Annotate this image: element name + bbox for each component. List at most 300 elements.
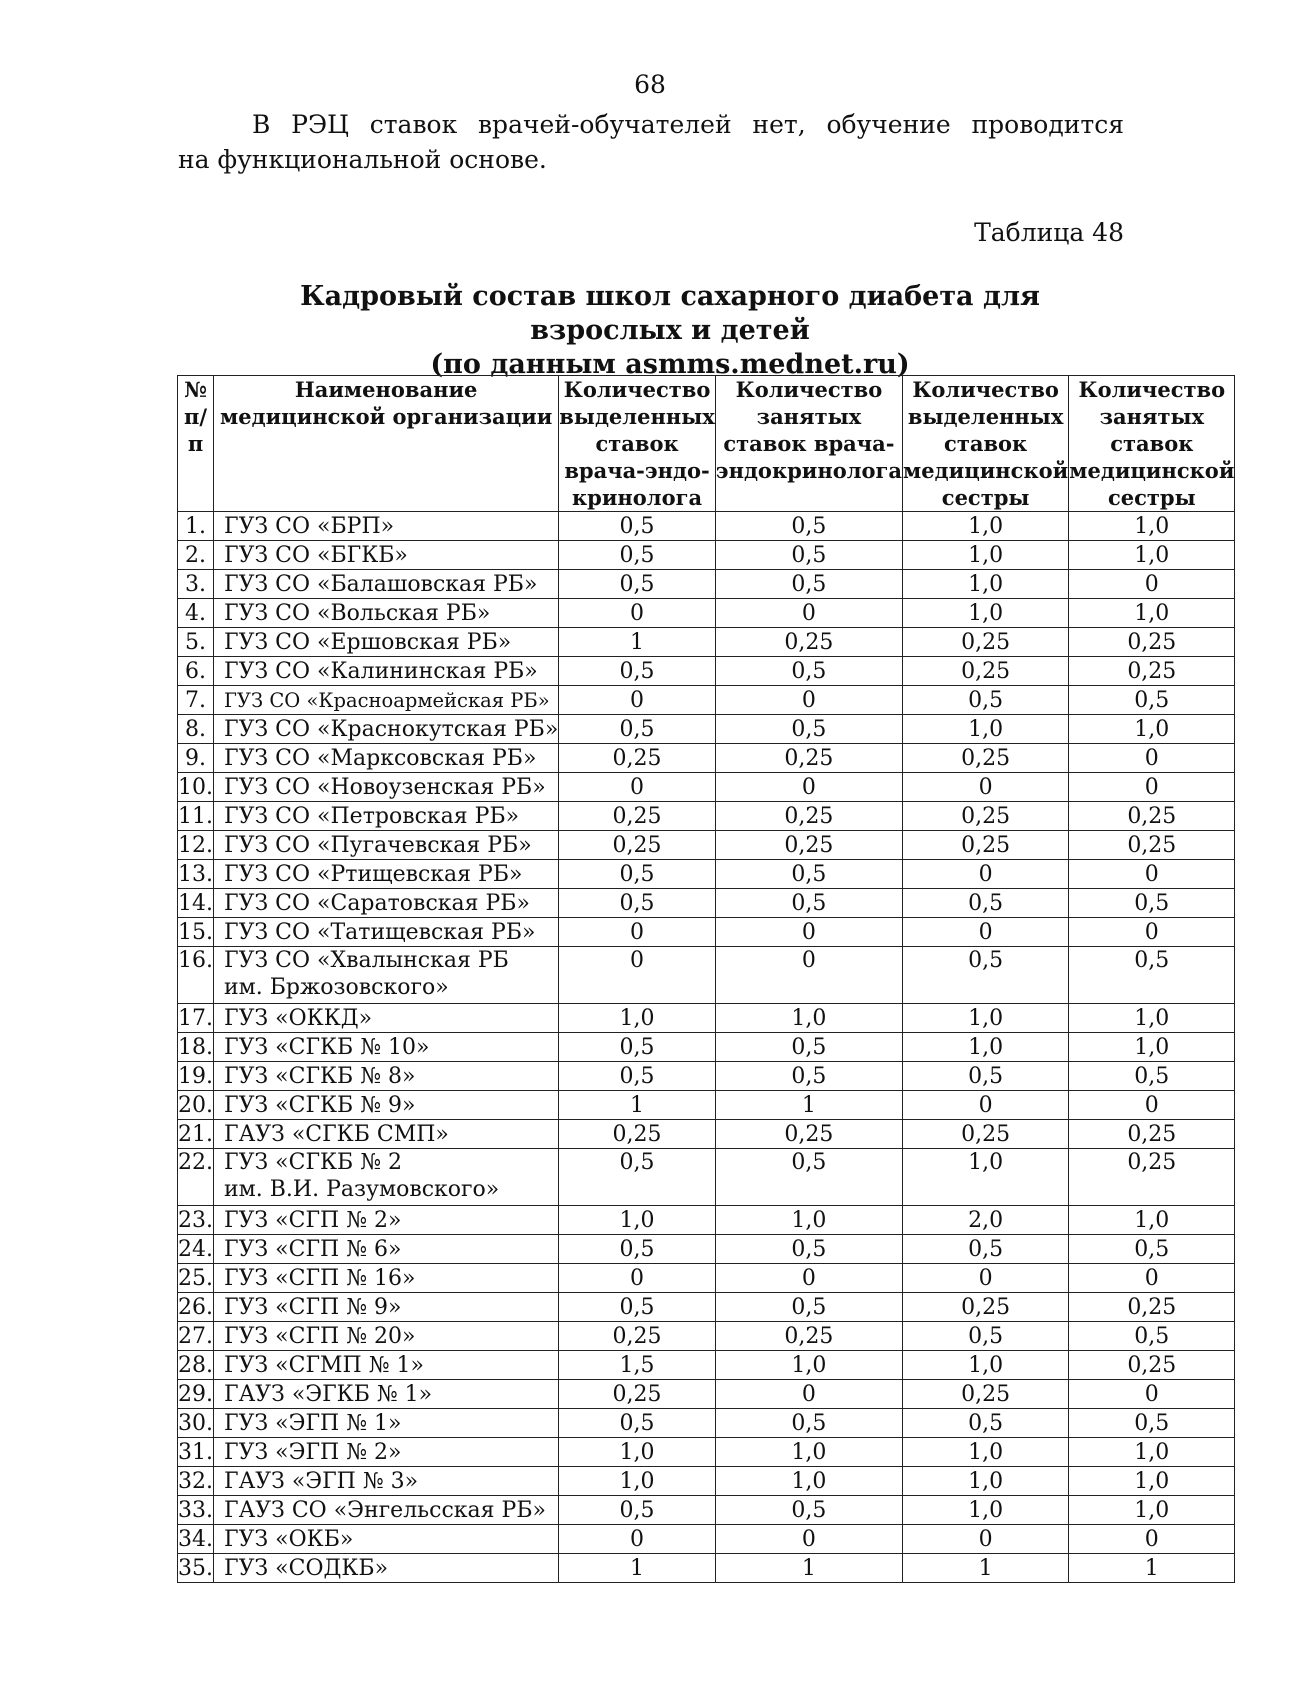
organization-name [214, 1206, 559, 1235]
value-cell: 1,0 [1069, 1496, 1235, 1525]
value-cell: 0,25 [1069, 1120, 1235, 1149]
value-cell: 1,0 [559, 1004, 715, 1033]
organization-name [214, 1322, 559, 1351]
organization-name-line: ГУЗ «СГКБ № 9» [224, 1092, 416, 1118]
value-cell: 0,5 [1069, 1322, 1235, 1351]
organization-name-line: ГУЗ «СГКБ № 10» [224, 1034, 430, 1060]
row-number: 25. [178, 1265, 213, 1291]
header-line: врача-эндо- [564, 458, 710, 483]
value-cell: 1,0 [1069, 1033, 1235, 1062]
organization-name [214, 715, 559, 744]
value-cell: 1,0 [903, 1467, 1069, 1496]
value-cell: 1,0 [715, 1438, 902, 1467]
table-row [178, 1467, 1235, 1496]
organization-name-line: ГУЗ «СГП № 16» [224, 1265, 416, 1291]
header-cell [559, 376, 715, 512]
value-cell: 0,5 [715, 1293, 902, 1322]
organization-name-line: ГУЗ «СГП № 2» [224, 1207, 402, 1233]
value-cell: 0,5 [559, 1033, 715, 1062]
table-row [178, 686, 1235, 715]
value-cell: 0,25 [1069, 1293, 1235, 1322]
paragraph-word: нет, [752, 110, 806, 139]
organization-name-line: ГУЗ «СГМП № 1» [224, 1352, 424, 1378]
paragraph-word: обучение [826, 110, 951, 139]
row-number: 5. [178, 628, 214, 657]
row-number: 24. [178, 1236, 213, 1262]
organization-name [214, 628, 559, 657]
value-cell: 0 [559, 1264, 715, 1293]
organization-name-line: ГУЗ СО «Ершовская РБ» [224, 629, 512, 655]
table-row [178, 1235, 1235, 1264]
organization-name-line: ГУЗ «ЭГП № 1» [224, 1410, 402, 1436]
value-cell: 1,0 [1069, 1004, 1235, 1033]
value-cell: 0 [559, 686, 715, 715]
organization-name-line: ГУЗ СО «Пугачевская РБ» [224, 832, 532, 858]
row-number: 29. [178, 1381, 213, 1407]
value-cell: 0,25 [715, 744, 902, 773]
value-cell: 0,25 [903, 1293, 1069, 1322]
organization-name [214, 1004, 559, 1033]
row-number: 33. [178, 1497, 213, 1523]
header-line: ставок [944, 431, 1028, 456]
table-row [178, 657, 1235, 686]
staff-table [177, 375, 1235, 1583]
value-cell: 1,0 [1069, 1467, 1235, 1496]
value-cell: 0,5 [715, 541, 902, 570]
value-cell: 0,25 [1069, 1149, 1235, 1206]
value-cell: 0,5 [559, 860, 715, 889]
table-title [235, 280, 1105, 382]
value-cell: 0,5 [1069, 1062, 1235, 1091]
value-cell: 0,25 [559, 744, 715, 773]
organization-name-line: ГУЗ «СГКБ № 8» [224, 1063, 416, 1089]
header-line: Количество [563, 377, 711, 402]
table-row [178, 1120, 1235, 1149]
row-number: 7. [178, 686, 214, 715]
value-cell: 1,0 [1069, 512, 1235, 541]
value-cell: 0 [1069, 744, 1235, 773]
organization-name-line: ГУЗ СО «Новоузенская РБ» [224, 774, 546, 800]
row-number: 32. [178, 1468, 213, 1494]
row-number: 11. [178, 803, 213, 829]
value-cell: 1,0 [903, 541, 1069, 570]
organization-name [214, 744, 559, 773]
table-row [178, 1409, 1235, 1438]
organization-name-line: ГУЗ «ОККД» [224, 1005, 373, 1031]
table-title-line-2: (по данным asmms.mednet.ru) [430, 349, 910, 380]
value-cell: 2,0 [903, 1206, 1069, 1235]
value-cell: 0 [903, 1264, 1069, 1293]
value-cell: 0,5 [559, 1235, 715, 1264]
value-cell: 0,25 [903, 1380, 1069, 1409]
header-line: Количество [1078, 377, 1226, 402]
header-cell [1069, 376, 1235, 512]
value-cell: 0,5 [559, 1149, 715, 1206]
header-line: выделенных [559, 404, 715, 429]
table-row [178, 773, 1235, 802]
organization-name-line: ГУЗ «СГП № 9» [224, 1294, 402, 1320]
header-cell [214, 376, 559, 512]
table-row [178, 1149, 1235, 1206]
value-cell: 1,0 [715, 1206, 902, 1235]
value-cell: 1,0 [1069, 599, 1235, 628]
value-cell: 0,5 [715, 1149, 902, 1206]
header-cell [178, 376, 214, 512]
organization-name-line: ГУЗ СО «Красноармейская РБ» [224, 688, 550, 712]
organization-name-line: ГАУЗ СО «Энгельсская РБ» [224, 1497, 546, 1523]
organization-name-line: ГУЗ «СГП № 20» [224, 1323, 416, 1349]
value-cell: 0 [715, 686, 902, 715]
paragraph-word: ставок [369, 110, 458, 139]
organization-name-line: ГУЗ СО «Калининская РБ» [224, 658, 538, 684]
value-cell: 0,5 [903, 1235, 1069, 1264]
value-cell: 0,5 [559, 512, 715, 541]
value-cell: 0 [715, 773, 902, 802]
value-cell: 0,25 [903, 1120, 1069, 1149]
value-cell: 0 [903, 860, 1069, 889]
organization-name [214, 1235, 559, 1264]
row-number: 35. [178, 1555, 213, 1581]
row-number: 18. [178, 1034, 213, 1060]
value-cell: 0,25 [559, 802, 715, 831]
value-cell: 0,5 [715, 860, 902, 889]
organization-name [214, 1264, 559, 1293]
value-cell: 0 [715, 1380, 902, 1409]
paragraph-line-1 [178, 107, 1124, 142]
value-cell: 0,25 [903, 744, 1069, 773]
organization-name-line: ГУЗ СО «Саратовская РБ» [224, 890, 530, 916]
value-cell: 0 [559, 918, 715, 947]
row-number: 22. [178, 1149, 214, 1206]
organization-name [214, 1409, 559, 1438]
value-cell: 0,5 [715, 570, 902, 599]
value-cell: 0,5 [715, 1062, 902, 1091]
value-cell: 1,0 [559, 1206, 715, 1235]
organization-name-line: ГУЗ СО «Марксовская РБ» [224, 745, 537, 771]
row-number: 12. [178, 832, 213, 858]
table-row [178, 1062, 1235, 1091]
value-cell: 1,0 [559, 1438, 715, 1467]
value-cell: 0,25 [1069, 831, 1235, 860]
table-row [178, 541, 1235, 570]
value-cell: 0 [1069, 860, 1235, 889]
value-cell: 0,5 [559, 1062, 715, 1091]
value-cell: 1 [1069, 1554, 1235, 1583]
value-cell: 0 [715, 947, 902, 1004]
value-cell: 0 [1069, 918, 1235, 947]
value-cell: 0 [903, 1091, 1069, 1120]
value-cell: 1,5 [559, 1351, 715, 1380]
header-line: п/п [183, 404, 208, 456]
value-cell: 0,5 [559, 889, 715, 918]
organization-name [214, 918, 559, 947]
value-cell: 1,0 [903, 1149, 1069, 1206]
header-line: ставок [1110, 431, 1194, 456]
value-cell: 1,0 [715, 1351, 902, 1380]
value-cell: 1 [715, 1554, 902, 1583]
organization-name-line: ГУЗ СО «БГКБ» [224, 542, 408, 568]
row-number: 23. [178, 1207, 213, 1233]
value-cell: 1,0 [1069, 1438, 1235, 1467]
organization-name [214, 802, 559, 831]
value-cell: 1,0 [903, 1496, 1069, 1525]
organization-name [214, 1091, 559, 1120]
organization-name-line: ГУЗ СО «Татищевская РБ» [224, 919, 536, 945]
value-cell: 0,5 [559, 541, 715, 570]
header-cell [903, 376, 1069, 512]
value-cell: 1,0 [1069, 541, 1235, 570]
table-body [178, 512, 1235, 1583]
value-cell: 0,25 [559, 1120, 715, 1149]
organization-name-line: ГУЗ «СОДКБ» [224, 1555, 389, 1581]
header-line: кринолога [571, 485, 703, 510]
row-number: 27. [178, 1323, 213, 1349]
organization-name-line: ГУЗ СО «Вольская РБ» [224, 600, 491, 626]
row-number: 1. [178, 512, 214, 541]
organization-name [214, 599, 559, 628]
value-cell: 1,0 [1069, 1206, 1235, 1235]
value-cell: 0 [559, 599, 715, 628]
value-cell: 0,25 [1069, 1351, 1235, 1380]
value-cell: 1 [559, 1554, 715, 1583]
table-row [178, 570, 1235, 599]
row-number: 2. [178, 541, 214, 570]
value-cell: 0,5 [715, 1235, 902, 1264]
value-cell: 0,5 [559, 570, 715, 599]
table-row [178, 715, 1235, 744]
header-line: медицинской [903, 458, 1069, 483]
row-number: 8. [178, 715, 214, 744]
value-cell: 0 [715, 1525, 902, 1554]
organization-name [214, 1380, 559, 1409]
header-line: сестры [1107, 485, 1196, 510]
header-line: медицинской организации [220, 404, 553, 429]
value-cell: 1,0 [1069, 715, 1235, 744]
value-cell: 0 [903, 918, 1069, 947]
organization-name [214, 860, 559, 889]
value-cell: 0,25 [903, 628, 1069, 657]
row-number: 20. [178, 1092, 213, 1118]
value-cell: 0,5 [903, 889, 1069, 918]
table-row [178, 802, 1235, 831]
intro-paragraph [178, 107, 1124, 177]
value-cell: 0,5 [559, 1496, 715, 1525]
value-cell: 0,25 [559, 1322, 715, 1351]
organization-name [214, 1293, 559, 1322]
value-cell: 0,5 [1069, 1235, 1235, 1264]
value-cell: 0 [1069, 570, 1235, 599]
row-number: 4. [178, 599, 214, 628]
value-cell: 0,5 [903, 947, 1069, 1004]
value-cell: 1 [559, 1091, 715, 1120]
table-row [178, 918, 1235, 947]
header-cell [715, 376, 902, 512]
value-cell: 0,25 [903, 802, 1069, 831]
row-number: 15. [178, 919, 213, 945]
header-line: № [184, 377, 207, 402]
header-line: эндокринолога [715, 458, 903, 483]
value-cell: 0,25 [559, 831, 715, 860]
organization-name [214, 773, 559, 802]
organization-name [214, 657, 559, 686]
header-line: медицинской [1069, 458, 1235, 483]
value-cell: 0,5 [903, 1409, 1069, 1438]
table-row [178, 1293, 1235, 1322]
header-line: Наименование [294, 377, 478, 402]
value-cell: 1,0 [715, 1004, 902, 1033]
value-cell: 1,0 [903, 599, 1069, 628]
value-cell: 0,25 [559, 1380, 715, 1409]
organization-name [214, 1033, 559, 1062]
row-number: 28. [178, 1352, 213, 1378]
value-cell: 0 [1069, 773, 1235, 802]
organization-name-line: ГУЗ СО «Краснокутская РБ» [224, 716, 559, 742]
value-cell: 0 [903, 1525, 1069, 1554]
table-row [178, 1438, 1235, 1467]
value-cell: 0,5 [559, 657, 715, 686]
paragraph-word: РЭЦ [291, 110, 349, 139]
value-cell: 0 [1069, 1525, 1235, 1554]
table-header-row [178, 376, 1235, 512]
organization-name-line: им. В.И. Разумовского» [224, 1177, 500, 1202]
value-cell: 0,5 [903, 686, 1069, 715]
table-row [178, 1496, 1235, 1525]
value-cell: 1,0 [903, 715, 1069, 744]
value-cell: 0,25 [1069, 802, 1235, 831]
value-cell: 0,5 [903, 1062, 1069, 1091]
organization-name [214, 1120, 559, 1149]
value-cell: 0 [559, 773, 715, 802]
row-number: 17. [178, 1005, 213, 1031]
organization-name-line: ГУЗ СО «Хвалынская РБ [224, 948, 509, 973]
table-row [178, 860, 1235, 889]
organization-name [214, 1496, 559, 1525]
value-cell: 0 [559, 1525, 715, 1554]
header-line: занятых [756, 404, 862, 429]
value-cell: 0,5 [1069, 947, 1235, 1004]
header-line: ставок [595, 431, 679, 456]
value-cell: 0 [1069, 1380, 1235, 1409]
header-line: выделенных [907, 404, 1064, 429]
value-cell: 0 [715, 918, 902, 947]
value-cell: 1,0 [903, 570, 1069, 599]
row-number: 10. [178, 774, 213, 800]
value-cell: 0,25 [715, 628, 902, 657]
value-cell: 0,25 [903, 657, 1069, 686]
value-cell: 0,5 [715, 1409, 902, 1438]
organization-name-line: ГУЗ СО «Петровская РБ» [224, 803, 520, 829]
row-number: 6. [178, 657, 214, 686]
table-row [178, 1264, 1235, 1293]
organization-name-line: им. Бржозовского» [224, 975, 449, 1000]
row-number: 14. [178, 890, 213, 916]
value-cell: 1 [715, 1091, 902, 1120]
value-cell: 0,25 [715, 802, 902, 831]
table-row [178, 947, 1235, 1004]
value-cell: 1,0 [903, 512, 1069, 541]
paragraph-line-2: на функциональной основе. [178, 145, 547, 174]
header-line: занятых [1099, 404, 1205, 429]
value-cell: 0,25 [715, 1120, 902, 1149]
table-row [178, 628, 1235, 657]
value-cell: 0,5 [715, 1033, 902, 1062]
value-cell: 0,5 [715, 1496, 902, 1525]
value-cell: 0 [715, 1264, 902, 1293]
value-cell: 0,25 [1069, 628, 1235, 657]
organization-name [214, 1351, 559, 1380]
table-row [178, 1033, 1235, 1062]
value-cell: 1,0 [903, 1033, 1069, 1062]
value-cell: 0,25 [715, 1322, 902, 1351]
value-cell: 0,5 [715, 889, 902, 918]
table-row [178, 831, 1235, 860]
header-line: сестры [941, 485, 1030, 510]
value-cell: 1,0 [903, 1004, 1069, 1033]
value-cell: 0,5 [1069, 686, 1235, 715]
row-number: 30. [178, 1410, 213, 1436]
value-cell: 0 [1069, 1264, 1235, 1293]
value-cell: 0,5 [559, 1409, 715, 1438]
table-row [178, 1351, 1235, 1380]
organization-name [214, 1554, 559, 1583]
row-number: 31. [178, 1439, 213, 1465]
organization-name-line: ГАУЗ «СГКБ СМП» [224, 1121, 449, 1147]
table-label: Таблица 48 [974, 218, 1124, 247]
row-number: 9. [178, 744, 214, 773]
organization-name-line: ГУЗ «ОКБ» [224, 1526, 354, 1552]
value-cell: 0,25 [715, 831, 902, 860]
value-cell: 0 [715, 599, 902, 628]
row-number: 3. [178, 570, 214, 599]
table-row [178, 744, 1235, 773]
organization-name [214, 1438, 559, 1467]
value-cell: 0,5 [715, 657, 902, 686]
organization-name [214, 1062, 559, 1091]
value-cell: 0,5 [1069, 889, 1235, 918]
paragraph-word: врачей-обучателей [477, 110, 732, 139]
table-row [178, 1525, 1235, 1554]
row-number: 21. [178, 1121, 213, 1147]
table-row [178, 1206, 1235, 1235]
value-cell: 1,0 [903, 1351, 1069, 1380]
row-number: 16. [178, 947, 214, 1004]
organization-name-line: ГУЗ «ЭГП № 2» [224, 1439, 402, 1465]
value-cell: 1,0 [903, 1438, 1069, 1467]
organization-name-line: ГУЗ СО «Ртищевская РБ» [224, 861, 523, 887]
organization-name [214, 947, 559, 1004]
organization-name-line: ГУЗ СО «Балашовская РБ» [224, 571, 538, 597]
organization-name [214, 1525, 559, 1554]
value-cell: 0,25 [903, 831, 1069, 860]
table-row [178, 599, 1235, 628]
header-line: Количество [735, 377, 883, 402]
organization-name-line: ГУЗ СО «БРП» [224, 513, 395, 539]
value-cell: 0,5 [715, 715, 902, 744]
value-cell: 0,5 [559, 1293, 715, 1322]
organization-name-line: ГУЗ «СГП № 6» [224, 1236, 402, 1262]
page-number: 68 [634, 70, 666, 99]
row-number: 19. [178, 1063, 213, 1089]
paragraph-word: В [252, 110, 271, 139]
paragraph-word: проводится [971, 110, 1124, 139]
organization-name [214, 570, 559, 599]
table-row [178, 1554, 1235, 1583]
organization-name-line: ГАУЗ «ЭГП № 3» [224, 1468, 419, 1494]
organization-name [214, 1467, 559, 1496]
organization-name-line: ГАУЗ «ЭГКБ № 1» [224, 1381, 433, 1407]
value-cell: 0,25 [1069, 657, 1235, 686]
value-cell: 0,5 [559, 715, 715, 744]
